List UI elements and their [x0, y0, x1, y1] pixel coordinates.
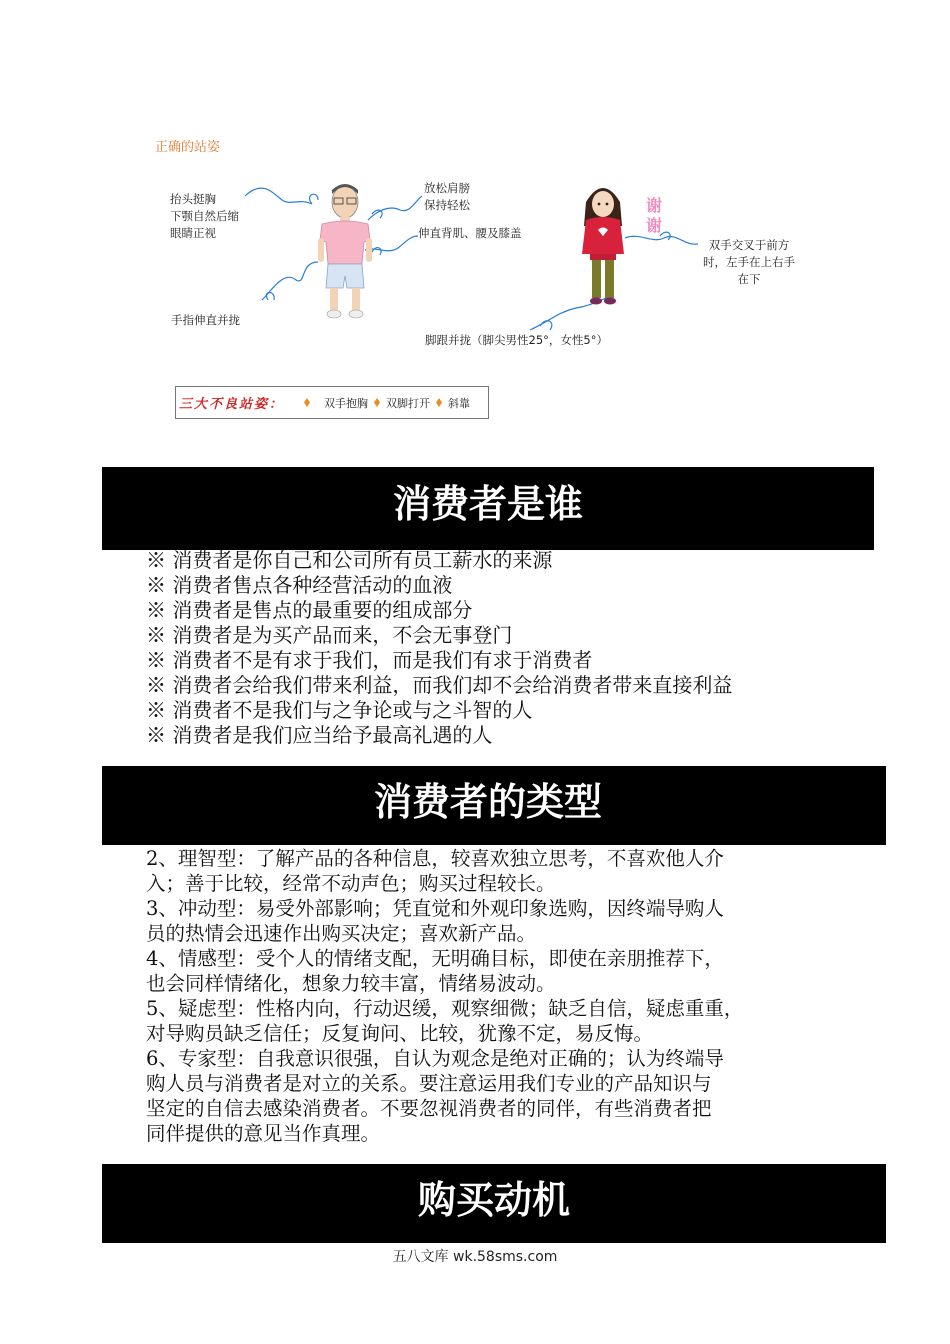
note-head — [170, 191, 239, 242]
text-line: 5、疑虑型：性格内向，行动迟缓，观察细微；缺乏自信，疑虑重重， — [146, 997, 744, 1020]
diamond-bullet-icon — [304, 398, 310, 407]
section-heading-types: 消费者的类型 — [102, 766, 886, 845]
note-head-line: 下颚自然后缩 — [170, 209, 239, 223]
diamond-bullet-icon — [374, 398, 380, 407]
thanks-text — [646, 196, 664, 236]
note-heels: 脚跟并拢（脚尖男性25°，女性5°） — [425, 333, 608, 347]
footer-watermark: 五八文库 wk.58sms.com — [392, 1249, 558, 1265]
bad-posture-item: 双脚打开 — [386, 396, 431, 410]
text-line: 坚定的自信去感染消费者。不要忽视消费者的同伴，有些消费者把 — [146, 1097, 712, 1120]
bad-postures-box — [175, 386, 489, 419]
list-item: ※ 消费者是售点的最重要的组成部分 — [146, 598, 473, 622]
list-item: ※ 消费者是你自己和公司所有员工薪水的来源 — [146, 548, 553, 572]
note-back: 伸直背肌、腰及膝盖 — [418, 226, 522, 240]
section-who-list — [146, 548, 732, 748]
section-types-text — [146, 846, 743, 1146]
illustration-title: 正确的站姿 — [155, 140, 221, 155]
note-hands-line: 在下 — [737, 272, 761, 286]
bad-posture-item: 双手抱胸 — [324, 396, 369, 410]
text-line: 员的热情会迅速作出购买决定；喜欢新产品。 — [146, 922, 537, 945]
bad-posture-item: 斜靠 — [448, 396, 471, 410]
bad-postures-title: 三大不良站姿： — [179, 397, 285, 412]
text-line: 购人员与消费者是对立的关系。要注意运用我们专业的产品知识与 — [146, 1072, 712, 1095]
list-item: ※ 消费者是为买产品而来，不会无事登门 — [146, 623, 513, 647]
diamond-bullet-icon — [436, 398, 442, 407]
male-standing-figure — [310, 180, 380, 322]
note-fingers: 手指伸直并拢 — [171, 313, 240, 327]
note-hands-line: 时，左手在上右手 — [703, 255, 795, 269]
list-item: ※ 消费者不是有求于我们，而是我们有求于消费者 — [146, 648, 593, 672]
text-line: 也会同样情绪化，想象力较丰富，情绪易波动。 — [146, 972, 556, 995]
note-head-line: 抬头挺胸 — [170, 192, 216, 206]
text-line: 同伴提供的意见当作真理。 — [146, 1122, 381, 1145]
female-standing-figure — [578, 180, 628, 310]
thanks-char-2: 谢 — [646, 216, 663, 235]
list-item: ※ 消费者不是我们与之争论或与之斗智的人 — [146, 698, 533, 722]
note-shoulders-line: 保持轻松 — [424, 198, 470, 212]
thanks-char-1: 谢 — [646, 196, 663, 215]
section-heading-motives: 购买动机 — [102, 1164, 886, 1243]
note-hands — [692, 237, 806, 288]
section-heading-who: 消费者是谁 — [102, 467, 874, 550]
note-shoulders-line: 放松肩膀 — [424, 181, 470, 195]
list-item: ※ 消费者会给我们带来利益，而我们却不会给消费者带来直接利益 — [146, 673, 733, 697]
note-shoulders — [424, 180, 470, 214]
list-item: ※ 消费者售点各种经营活动的血液 — [146, 573, 453, 597]
text-line: 3、冲动型：易受外部影响；凭直觉和外观印象选购，因终端导购人 — [146, 897, 724, 920]
text-line: 入；善于比较，经常不动声色；购买过程较长。 — [146, 872, 556, 895]
text-line: 6、专家型：自我意识很强，自认为观念是绝对正确的；认为终端导 — [146, 1047, 724, 1070]
text-line: 2、理智型：了解产品的各种信息，较喜欢独立思考，不喜欢他人介 — [146, 847, 724, 870]
list-item: ※ 消费者是我们应当给予最高礼遇的人 — [146, 723, 493, 747]
text-line: 对导购员缺乏信任；反复询问、比较，犹豫不定，易反悔。 — [146, 1022, 654, 1045]
text-line: 4、情感型：受个人的情绪支配，无明确目标，即使在亲朋推荐下， — [146, 947, 724, 970]
note-hands-line: 双手交叉于前方 — [708, 238, 790, 252]
note-head-line: 眼睛正视 — [170, 226, 216, 240]
